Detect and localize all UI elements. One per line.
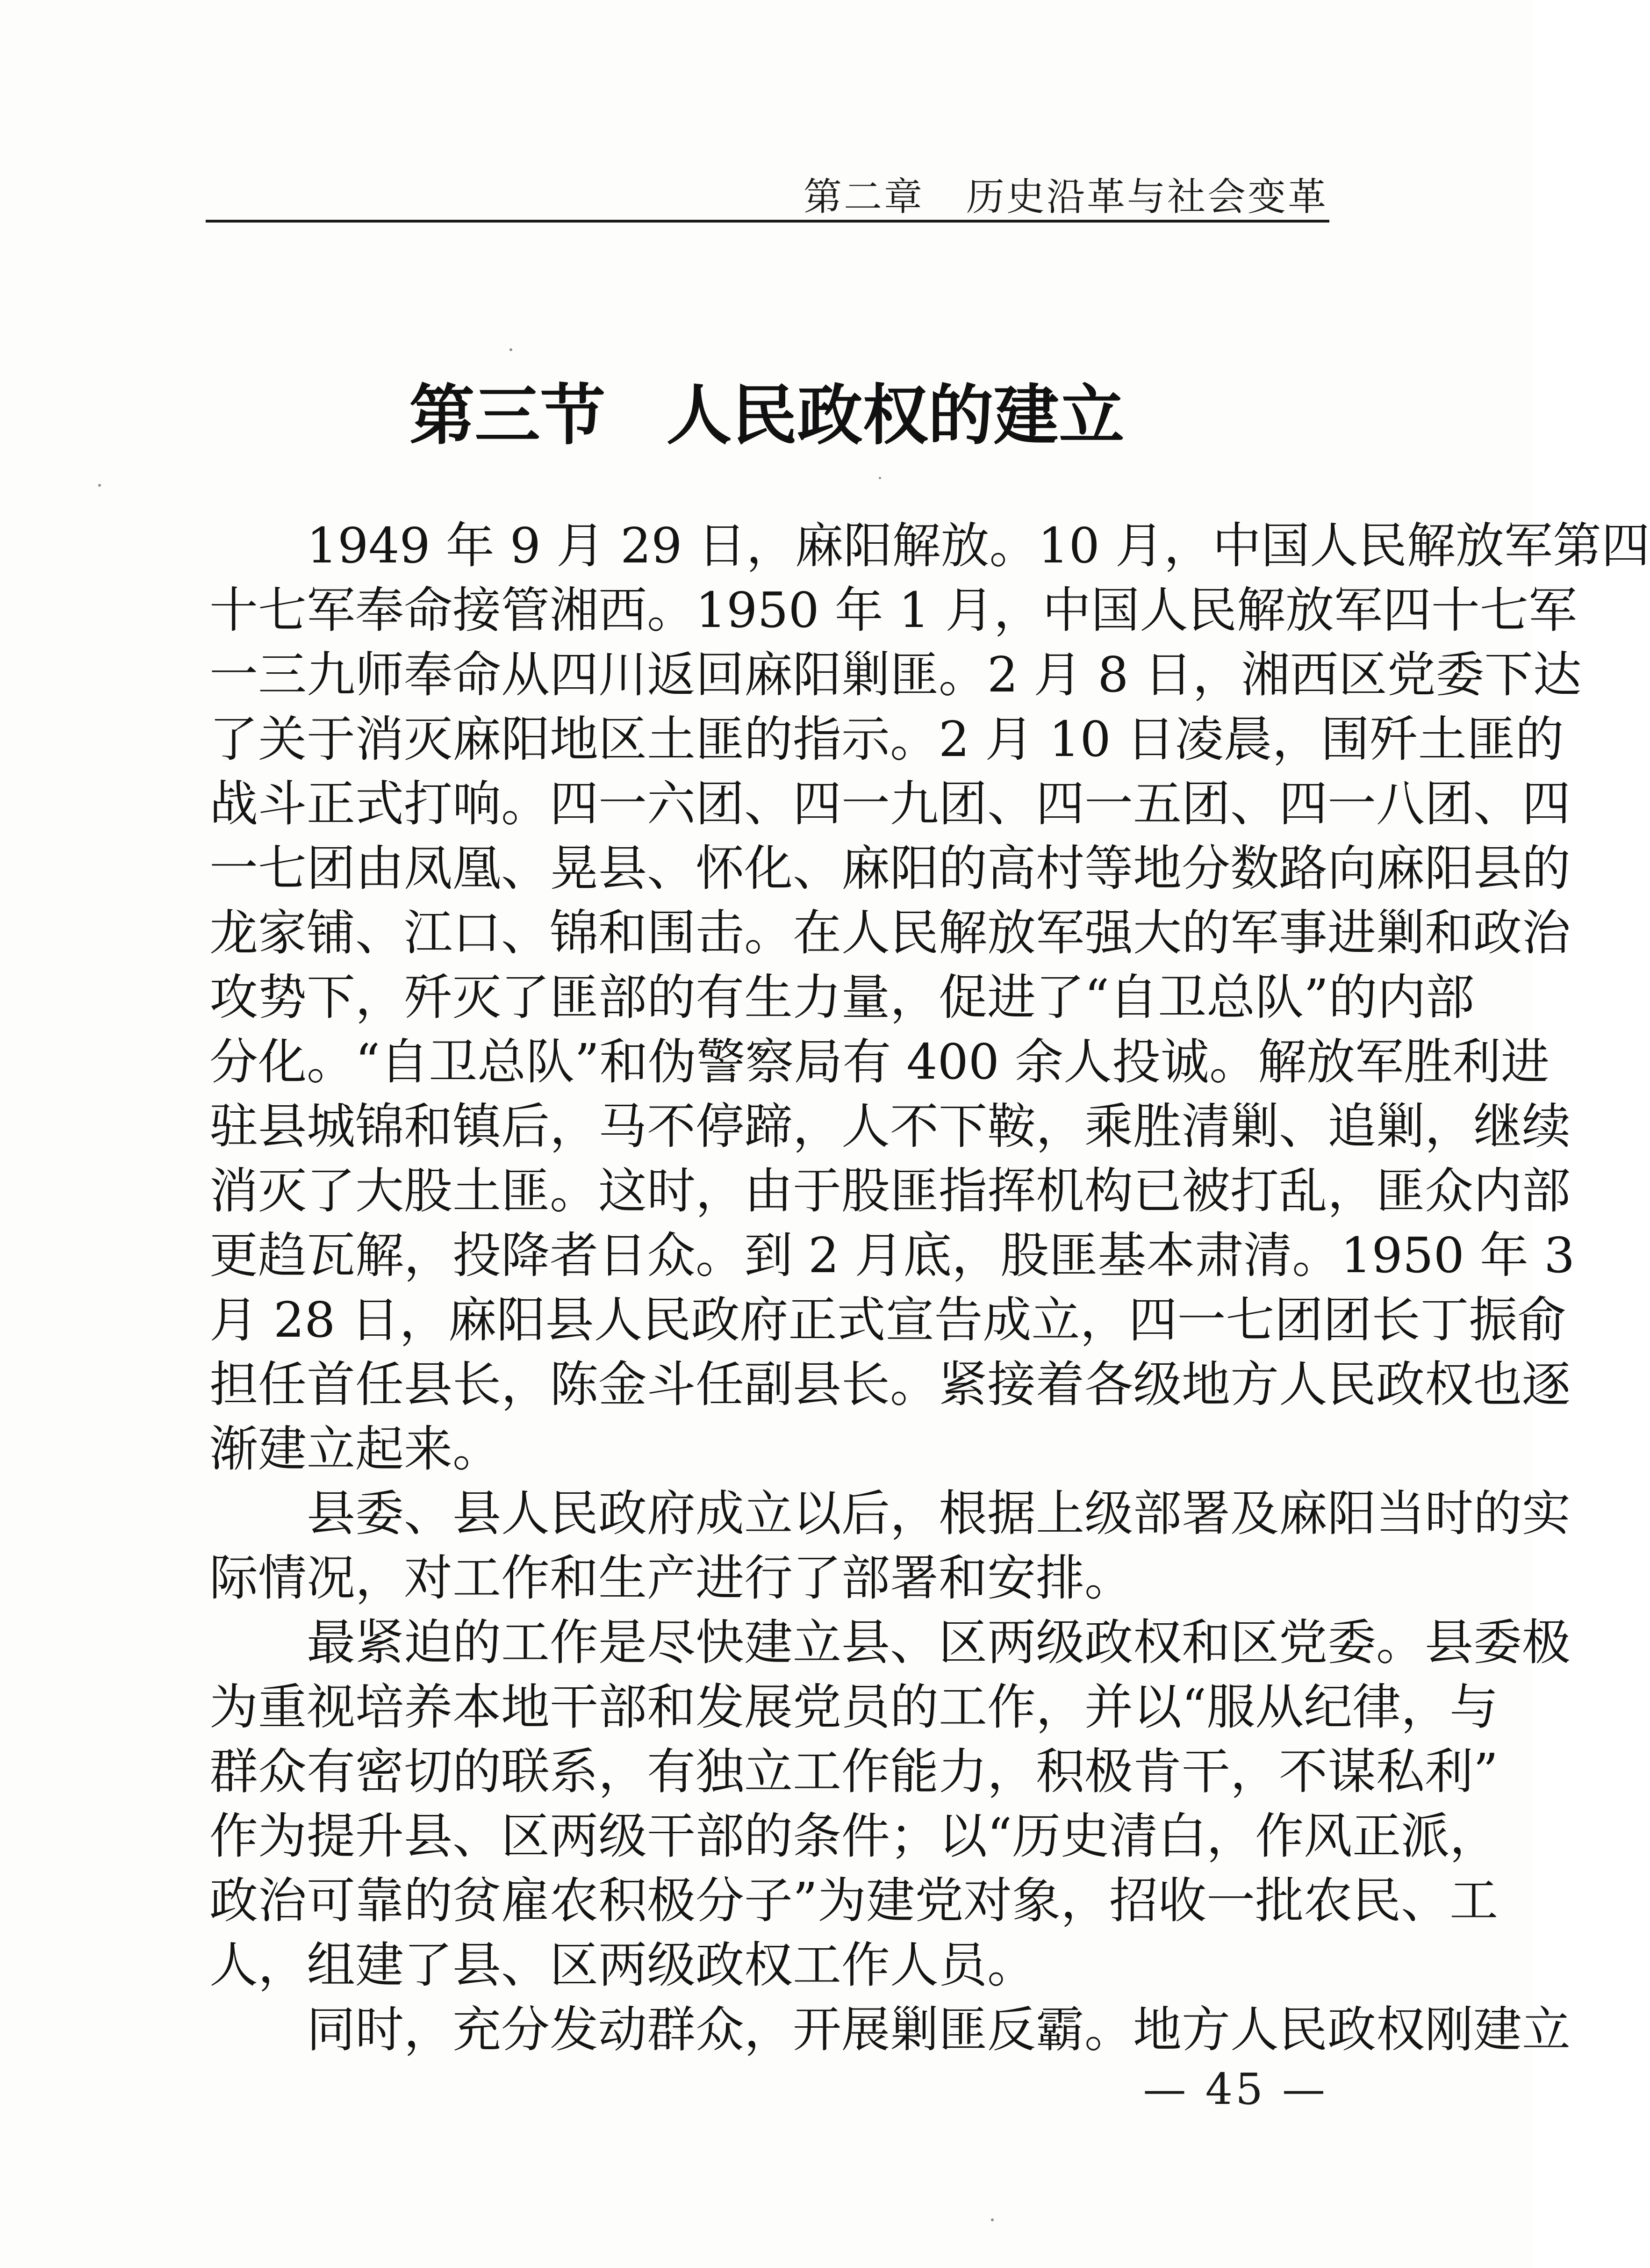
paragraph [209,1481,1571,1610]
scan-speck [991,2218,994,2221]
text-line: 分化。“自卫总队”和伪警察局有 400 余人投诚。解放军胜利进 [209,1033,1550,1090]
text-line: 群众有密切的联系，有独立工作能力，积极肯干，不谋私利” [209,1743,1499,1800]
text-line: 一三九师奉命从四川返回麻阳剿匪。2 月 8 日，湘西区党委下达 [209,646,1582,703]
text-line: 1949 年 9 月 29 日，麻阳解放。10 月，中国人民解放军第四 [307,517,1650,574]
text-line: 了关于消灭麻阳地区土匪的指示。2 月 10 日凌晨，围歼土匪的 [209,711,1564,768]
paragraph [209,1997,1571,2062]
text-line: 龙家铺、江口、锦和围击。在人民解放军强大的军事进剿和政治 [209,904,1571,961]
text-line: 政治可靠的贫雇农积极分子”为建党对象，招收一批农民、工 [209,1872,1499,1929]
text-line: 同时，充分发动群众，开展剿匪反霸。地方人民政权刚建立 [307,2001,1571,2058]
text-line: 县委、县人民政府成立以后，根据上级部署及麻阳当时的实 [307,1485,1571,1542]
text-line: 一七团由凤凰、晃县、怀化、麻阳的高村等地分数路向麻阳县的 [209,840,1571,897]
text-line: 为重视培养本地干部和发展党员的工作，并以“服从纪律，与 [209,1678,1499,1735]
text-line: 最紧迫的工作是尽快建立县、区两级政权和区党委。县委极 [307,1614,1571,1671]
text-line: 担任首任县长，陈金斗任副县长。紧接着各级地方人民政权也逐 [209,1356,1571,1413]
scan-speck [98,484,101,487]
text-line: 人，组建了县、区两级政权工作人员。 [209,1937,1036,1994]
text-line: 消灭了大股土匪。这时，由于股匪指挥机构已被打乱，匪众内部 [209,1162,1571,1219]
running-header [803,166,1328,221]
scan-speck [879,477,881,479]
chapter-number: 第二章 [803,175,924,219]
text-line: 驻县城锦和镇后，马不停蹄，人不下鞍，乘胜清剿、追剿，继续 [209,1098,1571,1155]
text-line: 十七军奉命接管湘西。1950 年 1 月，中国人民解放军四十七军 [209,582,1578,639]
text-line: 更趋瓦解，投降者日众。到 2 月底，股匪基本肃清。1950 年 3 [209,1227,1575,1284]
text-line: 战斗正式打响。四一六团、四一九团、四一五团、四一八团、四 [209,775,1571,832]
chapter-title: 历史沿革与社会变革 [966,175,1328,219]
paragraph [209,513,1650,1481]
text-line: 渐建立起来。 [209,1420,502,1477]
text-line: 月 28 日，麻阳县人民政府正式宣告成立，四一七团团长丁振俞 [209,1291,1566,1348]
scan-speck [509,348,512,351]
header-divider [206,220,1329,223]
paragraph [209,1610,1571,1997]
section-title: 人民政权的建立 [666,378,1125,454]
text-line: 作为提升县、区两级干部的条件；以“历史清白，作风正派， [209,1807,1499,1865]
text-line: 际情况，对工作和生产进行了部署和安排。 [209,1549,1133,1606]
page-number: — 45 — [1143,2064,1328,2114]
body-text [209,513,1650,2062]
section-heading [0,374,1534,458]
text-line: 攻势下，歼灭了匪部的有生力量，促进了“自卫总队”的内部 [209,969,1475,1026]
section-number: 第三节 [409,378,606,454]
